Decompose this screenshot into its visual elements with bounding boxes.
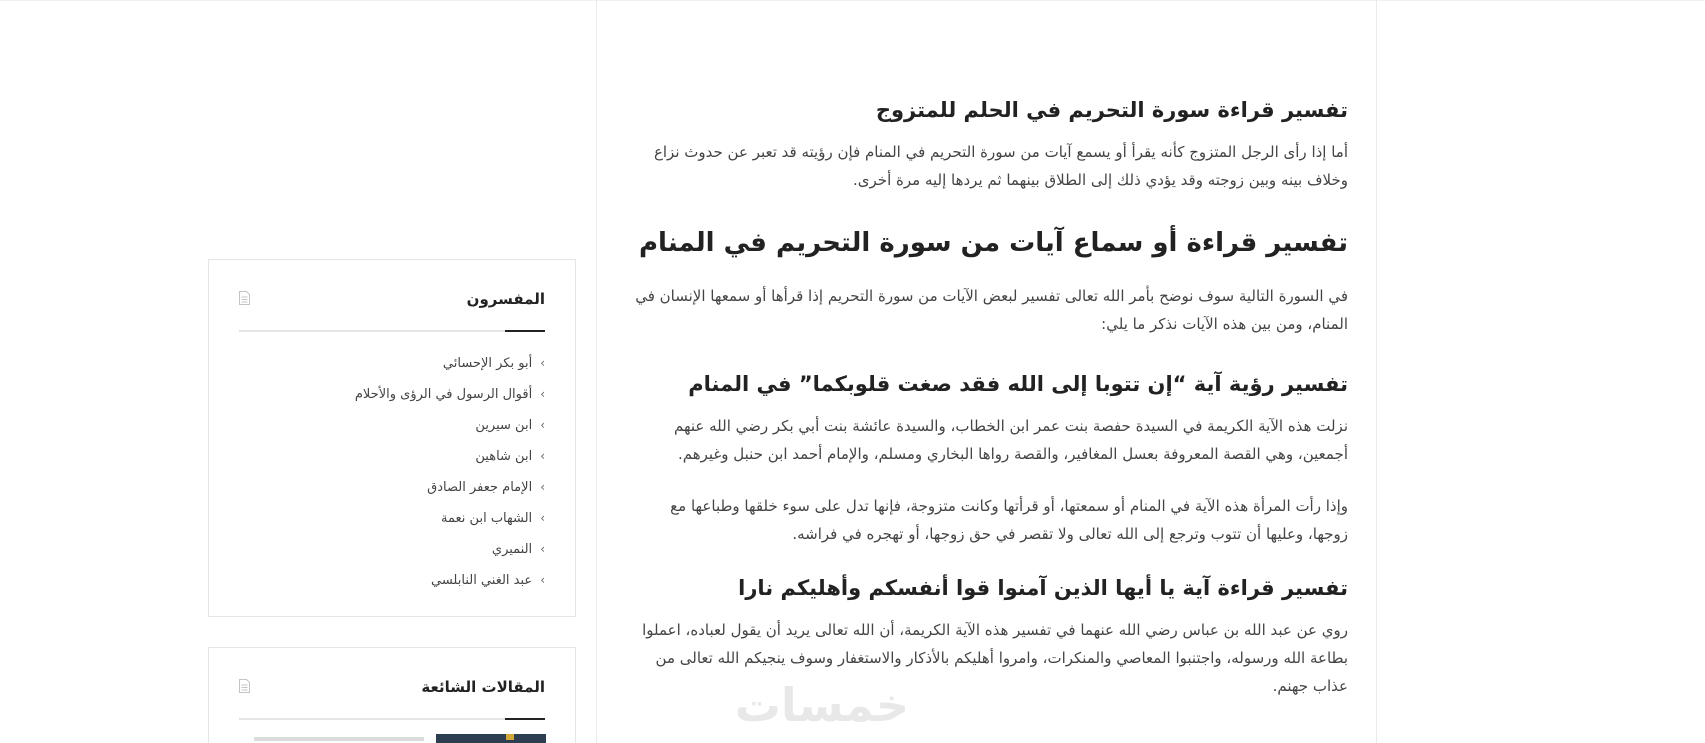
widget-header — [239, 260, 545, 332]
widget-title-underline — [505, 718, 545, 720]
list-item[interactable] — [209, 379, 545, 410]
widget-title-underline — [505, 330, 545, 332]
document-icon — [239, 679, 250, 693]
section-heading-repent-verse: تفسير رؤية آية “إن تتوبا إلى الله فقد صغت قلوبكما” في المنام — [688, 372, 1348, 396]
section-paragraph-married: أما إذا رأى الرجل المتزوج كأنه يقرأ أو يسمع آيات من سورة التحريم في المنام فإن رؤيته قد تعبر عن حدوث نزاع وخلاف بينه وبين زوجته وقد يؤدي ذلك إلى الطلاق بينهما ثم يردها إليه مرة أخرى. — [653, 143, 1348, 189]
chevron-left-icon: › — [540, 449, 545, 463]
widget-title: المفسرون — [466, 290, 545, 308]
list-item-label: النميري — [491, 542, 533, 557]
chevron-left-icon: › — [540, 542, 545, 556]
list-item-label: عبد الغني النابلسي — [431, 573, 533, 588]
list-item-label: ابن سيرين — [475, 418, 533, 433]
document-icon — [239, 291, 250, 305]
list-item[interactable] — [209, 472, 545, 503]
list-item-label: أبو بكر الإحسائي — [442, 356, 533, 371]
section-heading-protect-verse: تفسير قراءة آية يا أيها الذين آمنوا قوا أنفسكم وأهليكم نارا — [738, 576, 1348, 600]
chevron-left-icon: › — [540, 511, 545, 525]
article-title-placeholder[interactable] — [254, 737, 424, 741]
popular-articles-widget — [208, 647, 576, 743]
list-item[interactable] — [209, 503, 545, 534]
list-item[interactable] — [209, 534, 545, 565]
list-item[interactable] — [209, 348, 545, 379]
article-body — [628, 94, 1348, 700]
chevron-left-icon: › — [540, 418, 545, 432]
list-item-label: أقوال الرسول في الرؤى والأحلام — [354, 387, 533, 402]
list-item[interactable] — [209, 410, 545, 441]
section-heading-married: تفسير قراءة سورة التحريم في الحلم للمتزوج — [875, 98, 1348, 122]
section-paragraph-verses: في السورة التالية سوف نوضح بأمر الله تعالى تفسير لبعض الآيات من سورة التحريم إذا قرأها أو سمعها الإنسان في المنام، ومن بين هذه الآيات نذكر ما يلي: — [635, 287, 1348, 333]
article-thumbnail[interactable] — [436, 734, 546, 743]
watermark-logo: خمسات — [734, 678, 909, 732]
list-item-label: الشهاب ابن نعمة — [441, 511, 533, 526]
widget-header — [239, 648, 545, 720]
list-item[interactable] — [209, 565, 545, 596]
list-item-label: ابن شاهين — [475, 449, 533, 464]
list-item-label: الإمام جعفر الصادق — [427, 480, 533, 495]
section-paragraph-repent-2: وإذا رأت المرأة هذه الآية في المنام أو سمعتها، أو قرأتها وكانت متزوجة، فإنها تدل على سوء خلقها وطباعها مع زوجها، وعليها أن تتوب وترجع إلى الله تعالى ولا تقصر في حق زوجها، أو تهجره في فراشه. — [670, 497, 1348, 543]
article-column — [596, 0, 1377, 743]
chevron-left-icon: › — [540, 573, 545, 587]
chevron-left-icon: › — [540, 480, 545, 494]
chevron-left-icon: › — [540, 387, 545, 401]
widget-title: المقالات الشائعة — [421, 678, 545, 696]
section-paragraph-repent-1: نزلت هذه الآية الكريمة في السيدة حفصة بنت عمر ابن الخطاب، والسيدة عائشة بنت أبي بكر رضي الله عنهم أجمعين، وهي القصة المعروفة بعسل المغافير، والقصة رواها البخاري ومسلم، والإمام أحمد ابن حنبل وغيرهم. — [673, 417, 1348, 463]
star-icon — [506, 734, 514, 740]
section-paragraph-protect: روي عن عبد الله بن عباس رضي الله عنهما في تفسير هذه الآية الكريمة، أن الله تعالى يريد أن يقول لعباده، اعملوا بطاعة الله ورسوله، واجتنبوا المعاصي والمنكرات، وامروا أهليكم بالأذكار والاستغفار وسوف ينجيكم الله تعالى من عذاب جهنم. — [642, 621, 1348, 695]
list-item[interactable] — [209, 441, 545, 472]
interpreters-widget — [208, 259, 576, 617]
chevron-left-icon: › — [540, 356, 545, 370]
interpreters-list — [209, 332, 575, 608]
section-heading-verses: تفسير قراءة أو سماع آيات من سورة التحريم في المنام — [639, 228, 1348, 258]
